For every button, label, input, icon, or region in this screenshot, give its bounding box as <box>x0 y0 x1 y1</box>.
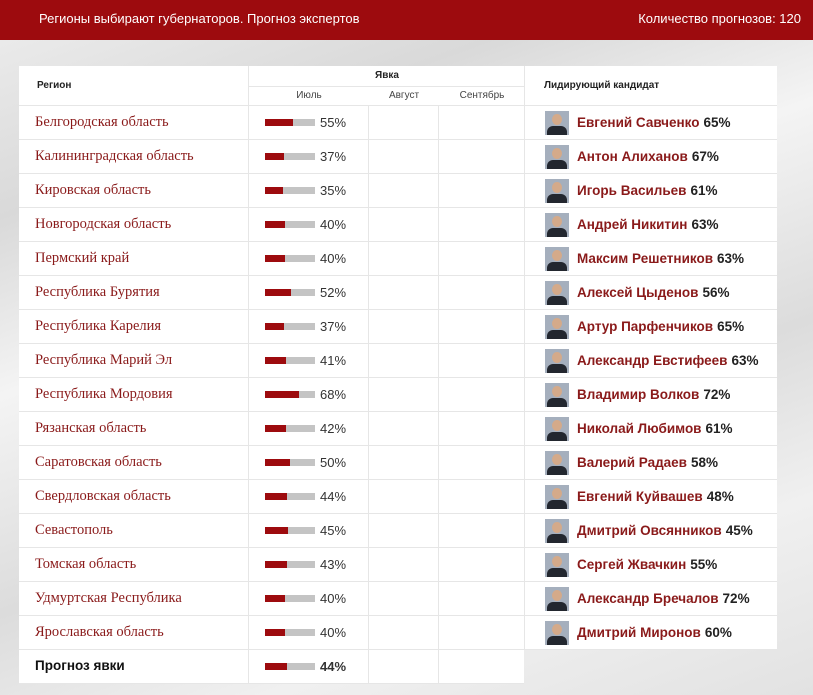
turnout-value: 52% <box>320 285 347 300</box>
table-row <box>19 480 777 514</box>
turnout-august-cell <box>368 310 438 344</box>
turnout-august-cell <box>368 446 438 480</box>
region-cell <box>19 446 248 480</box>
photo-head <box>552 556 562 567</box>
table-row <box>19 616 777 650</box>
candidate-name[interactable] <box>577 557 717 572</box>
turnout-bar <box>265 527 315 534</box>
table-row <box>19 344 777 378</box>
table-row <box>19 174 777 208</box>
candidate-percent: 65% <box>717 319 745 334</box>
forecast-count: Количество прогнозов: 120 <box>638 11 801 26</box>
header-month-july: Июль <box>296 90 322 101</box>
candidate-name[interactable] <box>577 115 731 130</box>
total-august-cell <box>368 650 438 684</box>
header-month-september: Сентябрь <box>459 90 505 101</box>
candidate-cell <box>524 242 777 276</box>
photo-head <box>552 216 562 227</box>
turnout-bar <box>265 595 315 602</box>
turnout-bar-fill <box>265 561 287 568</box>
candidate-percent: 61% <box>690 183 718 198</box>
candidate-photo-icon <box>545 519 569 543</box>
turnout-september-cell <box>438 208 524 242</box>
turnout-bar-fill <box>265 289 291 296</box>
photo-suit <box>547 398 567 407</box>
turnout-bar-fill <box>265 493 287 500</box>
photo-head <box>552 420 562 431</box>
photo-suit <box>547 126 567 135</box>
candidate-name[interactable] <box>577 625 732 640</box>
candidate-percent: 60% <box>704 625 732 640</box>
turnout-bar-fill <box>265 153 284 160</box>
candidate-photo-icon <box>545 417 569 441</box>
turnout-value: 40% <box>320 217 347 232</box>
region-cell <box>19 412 248 446</box>
turnout-september-cell <box>438 582 524 616</box>
candidate-percent: 67% <box>691 149 719 164</box>
turnout-august-cell <box>368 616 438 650</box>
candidate-name[interactable] <box>577 455 718 470</box>
candidate-name[interactable] <box>577 285 730 300</box>
photo-head <box>552 488 562 499</box>
region-link[interactable]: Саратовская область <box>35 454 162 470</box>
turnout-september-cell <box>438 310 524 344</box>
turnout-july-cell <box>248 140 368 174</box>
candidate-cell <box>524 582 777 616</box>
candidate-cell <box>524 208 777 242</box>
turnout-value: 43% <box>320 557 347 572</box>
turnout-value: 41% <box>320 353 347 368</box>
turnout-july-cell <box>248 242 368 276</box>
photo-head <box>552 148 562 159</box>
turnout-july-cell <box>248 276 368 310</box>
candidate-photo-icon <box>545 485 569 509</box>
turnout-bar-fill <box>265 459 290 466</box>
page-title: Регионы выбирают губернаторов. Прогноз экспертов <box>39 11 360 26</box>
candidate-photo-icon <box>545 281 569 305</box>
candidate-cell <box>524 174 777 208</box>
candidate-cell <box>524 276 777 310</box>
candidate-name-text[interactable]: Александр Бречалов <box>577 591 719 606</box>
header-turnout <box>248 66 524 106</box>
candidate-name-text[interactable]: Александр Евстифеев <box>577 353 728 368</box>
turnout-bar <box>265 391 315 398</box>
header-month-august: Август <box>388 90 420 101</box>
photo-suit <box>547 330 567 339</box>
candidate-cell <box>524 548 777 582</box>
turnout-august-cell <box>368 480 438 514</box>
turnout-bar <box>265 561 315 568</box>
table-row <box>19 378 777 412</box>
region-cell <box>19 106 248 140</box>
candidate-name-text[interactable]: Евгений Савченко <box>577 115 700 130</box>
turnout-bar-fill <box>265 527 288 534</box>
turnout-august-cell <box>368 276 438 310</box>
candidate-cell <box>524 480 777 514</box>
candidate-name[interactable] <box>577 489 734 504</box>
turnout-august-cell <box>368 208 438 242</box>
turnout-bar <box>265 629 315 636</box>
candidate-name-text[interactable]: Андрей Никитин <box>577 217 688 232</box>
turnout-august-cell <box>368 582 438 616</box>
photo-suit <box>547 636 567 645</box>
photo-head <box>552 454 562 465</box>
turnout-august-cell <box>368 106 438 140</box>
header-candidate-label: Лидирующий кандидат <box>544 80 660 91</box>
table-row <box>19 582 777 616</box>
header-candidate <box>524 66 777 106</box>
header-region-label: Регион <box>37 80 72 91</box>
candidate-percent: 63% <box>731 353 759 368</box>
turnout-bar-fill <box>265 323 284 330</box>
candidate-percent: 45% <box>725 523 753 538</box>
turnout-september-cell <box>438 276 524 310</box>
candidate-cell <box>524 140 777 174</box>
table-row <box>19 208 777 242</box>
region-cell <box>19 480 248 514</box>
turnout-bar-fill <box>265 391 299 398</box>
turnout-bar-fill <box>265 255 285 262</box>
header-region <box>19 66 248 106</box>
total-turnout-cell <box>248 650 368 684</box>
turnout-july-cell <box>248 106 368 140</box>
region-link[interactable]: Новгородская область <box>35 216 172 232</box>
candidate-photo-icon <box>545 349 569 373</box>
turnout-bar-fill <box>265 187 283 194</box>
photo-head <box>552 318 562 329</box>
turnout-july-cell <box>248 548 368 582</box>
candidate-name-text[interactable]: Алексей Цыденов <box>577 285 699 300</box>
candidate-cell <box>524 514 777 548</box>
turnout-value: 44% <box>320 489 347 504</box>
candidate-cell <box>524 106 777 140</box>
turnout-bar <box>265 119 315 126</box>
region-cell <box>19 378 248 412</box>
photo-head <box>552 284 562 295</box>
candidate-name-text[interactable]: Дмитрий Овсянников <box>577 523 722 538</box>
table-row <box>19 412 777 446</box>
candidate-name-text[interactable]: Сергей Жвачкин <box>577 557 687 572</box>
candidate-percent: 63% <box>717 251 745 266</box>
total-label-cell <box>19 650 248 684</box>
region-cell <box>19 140 248 174</box>
photo-suit <box>547 500 567 509</box>
photo-suit <box>547 364 567 373</box>
candidate-photo-icon <box>545 111 569 135</box>
turnout-july-cell <box>248 480 368 514</box>
turnout-bar <box>265 153 315 160</box>
turnout-september-cell <box>438 174 524 208</box>
candidate-photo-icon <box>545 213 569 237</box>
turnout-bar-fill <box>265 119 293 126</box>
photo-head <box>552 590 562 601</box>
photo-suit <box>547 228 567 237</box>
candidate-photo-icon <box>545 145 569 169</box>
photo-suit <box>547 432 567 441</box>
turnout-july-cell <box>248 514 368 548</box>
region-link[interactable]: Кировская область <box>35 182 152 198</box>
turnout-july-cell <box>248 582 368 616</box>
region-link[interactable]: Пермский край <box>35 250 130 266</box>
photo-head <box>552 182 562 193</box>
turnout-value: 55% <box>320 115 347 130</box>
photo-suit <box>547 296 567 305</box>
region-link[interactable]: Томская область <box>35 556 137 572</box>
turnout-august-cell <box>368 242 438 276</box>
header-turnout-label: Явка <box>375 70 399 81</box>
turnout-value: 50% <box>320 455 347 470</box>
candidate-name-text[interactable]: Владимир Волков <box>577 387 700 402</box>
turnout-september-cell <box>438 514 524 548</box>
candidate-name[interactable] <box>577 591 750 606</box>
region-link[interactable]: Калининградская область <box>35 148 194 164</box>
region-link[interactable]: Ярославская область <box>35 624 164 640</box>
candidate-name[interactable] <box>577 353 759 368</box>
candidate-photo-icon <box>545 315 569 339</box>
candidate-photo-icon <box>545 451 569 475</box>
photo-suit <box>547 602 567 611</box>
turnout-bar <box>265 493 315 500</box>
turnout-july-cell <box>248 310 368 344</box>
photo-suit <box>547 568 567 577</box>
candidate-name-text[interactable]: Максим Решетников <box>577 251 713 266</box>
table-row <box>19 310 777 344</box>
candidate-percent: 72% <box>722 591 750 606</box>
turnout-value: 45% <box>320 523 347 538</box>
turnout-value: 37% <box>320 319 347 334</box>
turnout-bar <box>265 357 315 364</box>
turnout-july-cell <box>248 208 368 242</box>
turnout-august-cell <box>368 548 438 582</box>
photo-suit <box>547 466 567 475</box>
candidate-name-text[interactable]: Артур Парфенчиков <box>577 319 714 334</box>
region-cell <box>19 208 248 242</box>
turnout-august-cell <box>368 412 438 446</box>
candidate-name[interactable] <box>577 183 717 198</box>
candidate-percent: 72% <box>703 387 731 402</box>
candidate-percent: 61% <box>705 421 733 436</box>
turnout-bar <box>265 323 315 330</box>
total-turnout-value: 44% <box>320 659 347 674</box>
turnout-september-cell <box>438 106 524 140</box>
turnout-september-cell <box>438 480 524 514</box>
turnout-bar <box>265 187 315 194</box>
region-cell <box>19 616 248 650</box>
candidate-percent: 63% <box>691 217 719 232</box>
region-cell <box>19 242 248 276</box>
photo-head <box>552 352 562 363</box>
turnout-september-cell <box>438 242 524 276</box>
turnout-september-cell <box>438 446 524 480</box>
candidate-name[interactable] <box>577 387 730 402</box>
candidate-photo-icon <box>545 553 569 577</box>
photo-head <box>552 624 562 635</box>
turnout-bar <box>265 459 315 466</box>
candidate-name[interactable] <box>577 523 753 538</box>
candidate-name-text[interactable]: Евгений Куйвашев <box>577 489 703 504</box>
candidate-name-text[interactable]: Николай Любимов <box>577 421 702 436</box>
photo-suit <box>547 262 567 271</box>
turnout-september-cell <box>438 412 524 446</box>
turnout-bar-fill <box>265 663 287 670</box>
table-row <box>19 242 777 276</box>
candidate-photo-icon <box>545 179 569 203</box>
turnout-bar-fill <box>265 357 286 364</box>
region-cell <box>19 582 248 616</box>
candidate-photo-icon <box>545 621 569 645</box>
region-cell <box>19 174 248 208</box>
candidate-percent: 65% <box>703 115 731 130</box>
turnout-bar-fill <box>265 221 285 228</box>
photo-head <box>552 386 562 397</box>
candidate-name[interactable] <box>577 319 744 334</box>
turnout-august-cell <box>368 140 438 174</box>
turnout-july-cell <box>248 616 368 650</box>
candidate-name-text[interactable]: Валерий Радаев <box>577 455 687 470</box>
candidate-cell <box>524 378 777 412</box>
candidate-photo-icon <box>545 383 569 407</box>
turnout-july-cell <box>248 378 368 412</box>
region-link[interactable]: Республика Мордовия <box>35 386 173 402</box>
region-link[interactable]: Республика Карелия <box>35 318 162 334</box>
region-cell <box>19 548 248 582</box>
photo-suit <box>547 160 567 169</box>
region-link[interactable]: Белгородская область <box>35 114 169 130</box>
candidate-name[interactable] <box>577 251 744 266</box>
turnout-september-cell <box>438 616 524 650</box>
candidate-percent: 58% <box>690 455 719 470</box>
candidate-cell <box>524 310 777 344</box>
turnout-september-cell <box>438 378 524 412</box>
photo-head <box>552 522 562 533</box>
candidate-cell <box>524 344 777 378</box>
table-row <box>19 276 777 310</box>
turnout-value: 37% <box>320 149 347 164</box>
turnout-bar <box>265 221 315 228</box>
turnout-july-cell <box>248 174 368 208</box>
candidate-percent: 56% <box>702 285 730 300</box>
candidate-cell <box>524 412 777 446</box>
turnout-total-row <box>19 650 777 684</box>
turnout-july-cell <box>248 446 368 480</box>
table-row <box>19 548 777 582</box>
table-row <box>19 106 777 140</box>
region-link[interactable]: Удмуртская Республика <box>35 590 182 606</box>
photo-suit <box>547 534 567 543</box>
turnout-bar <box>265 255 315 262</box>
turnout-bar <box>265 289 315 296</box>
candidate-percent: 55% <box>690 557 718 572</box>
turnout-bar-fill <box>265 595 285 602</box>
photo-suit <box>547 194 567 203</box>
total-september-cell <box>438 650 524 684</box>
region-link[interactable]: Рязанская область <box>35 420 147 436</box>
candidate-cell <box>524 446 777 480</box>
turnout-september-cell <box>438 140 524 174</box>
turnout-bar <box>265 663 315 670</box>
turnout-september-cell <box>438 344 524 378</box>
region-link[interactable]: Севастополь <box>35 522 113 538</box>
table-row <box>19 514 777 548</box>
candidate-name-text[interactable]: Дмитрий Миронов <box>577 625 701 640</box>
candidate-name[interactable] <box>577 421 733 436</box>
turnout-august-cell <box>368 514 438 548</box>
candidate-photo-icon <box>545 587 569 611</box>
turnout-august-cell <box>368 378 438 412</box>
turnout-bar-fill <box>265 425 286 432</box>
candidate-name[interactable] <box>577 149 719 164</box>
turnout-september-cell <box>438 548 524 582</box>
turnout-august-cell <box>368 344 438 378</box>
candidate-name[interactable] <box>577 217 718 232</box>
photo-head <box>552 114 562 125</box>
photo-head <box>552 250 562 261</box>
candidate-name-text[interactable]: Антон Алиханов <box>577 149 688 164</box>
turnout-august-cell <box>368 174 438 208</box>
turnout-value: 35% <box>320 183 347 198</box>
region-cell <box>19 276 248 310</box>
candidate-photo-icon <box>545 247 569 271</box>
region-cell <box>19 344 248 378</box>
turnout-value: 68% <box>320 387 347 402</box>
turnout-bar <box>265 425 315 432</box>
region-cell <box>19 514 248 548</box>
turnout-value: 40% <box>320 625 347 640</box>
turnout-value: 40% <box>320 251 347 266</box>
turnout-july-cell <box>248 344 368 378</box>
turnout-bar-fill <box>265 629 285 636</box>
table-header <box>19 66 777 106</box>
candidate-name-text[interactable]: Игорь Васильев <box>577 183 687 198</box>
candidate-cell <box>524 616 777 650</box>
region-cell <box>19 310 248 344</box>
top-bar <box>0 0 813 40</box>
region-link[interactable]: Республика Бурятия <box>35 284 160 300</box>
table-row <box>19 446 777 480</box>
region-link[interactable]: Свердловская область <box>35 488 171 504</box>
turnout-value: 40% <box>320 591 347 606</box>
turnout-value: 42% <box>320 421 347 436</box>
turnout-july-cell <box>248 412 368 446</box>
total-label: Прогноз явки <box>35 658 125 673</box>
table-row <box>19 140 777 174</box>
candidate-percent: 48% <box>706 489 734 504</box>
region-link[interactable]: Республика Марий Эл <box>35 352 173 368</box>
